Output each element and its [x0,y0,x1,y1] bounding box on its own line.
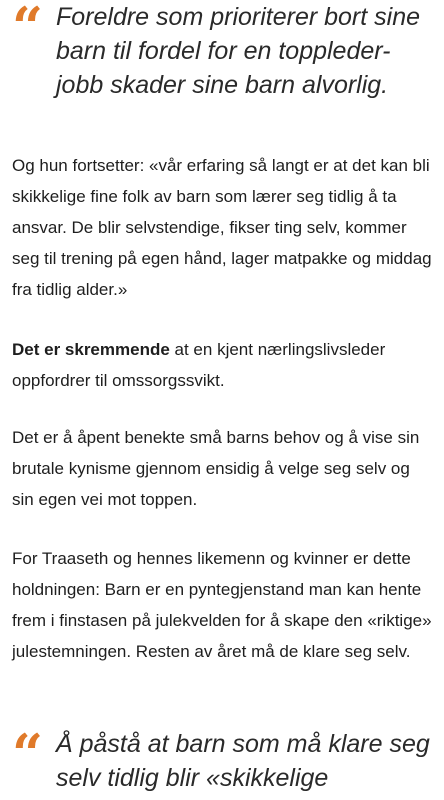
quote-mark-icon: “ [12,0,44,59]
pull-quote-text: Foreldre som prioriterer bort sine barn til fordel for en toppleder-jobb skader sine barn alvorlig. [56,3,421,99]
paragraph [12,334,432,396]
emphasis-text: Det er skremmende [12,340,170,359]
pull-quote [0,722,444,800]
quote-mark-icon: “ [12,722,44,786]
paragraph: Og hun fortsetter: «vår erfaring så langt er at det kan bli skikkelige fine folk av barn som lærer seg tidlig å ta ansvar. De blir selvstendige, fikser ting selv, kommer seg til trening på egen hånd, lager matpakke og middag fra tidlig alder.» [12,156,432,299]
paragraph: Det er å åpent benekte små barns behov og å vise sin brutale kynisme gjennom ensidig å velge seg selv og sin egen vei mot toppen. [12,428,420,509]
paragraph: For Traaseth og hennes likemenn og kvinner er dette holdningen: Barn er en pyntegjenstand man kan hente frem i finstasen på julekvelden for å skape den «riktige» julestemningen. Resten av året må de klare seg selv. [12,549,432,661]
pull-quote-text: Å påstå at barn som må klare seg selv tidlig blir «skikkelige [56,730,430,792]
paragraph-text: at en kjent nærlingslivsleder oppfordrer til omssorgssvikt. [12,340,386,390]
pull-quote [0,0,444,110]
